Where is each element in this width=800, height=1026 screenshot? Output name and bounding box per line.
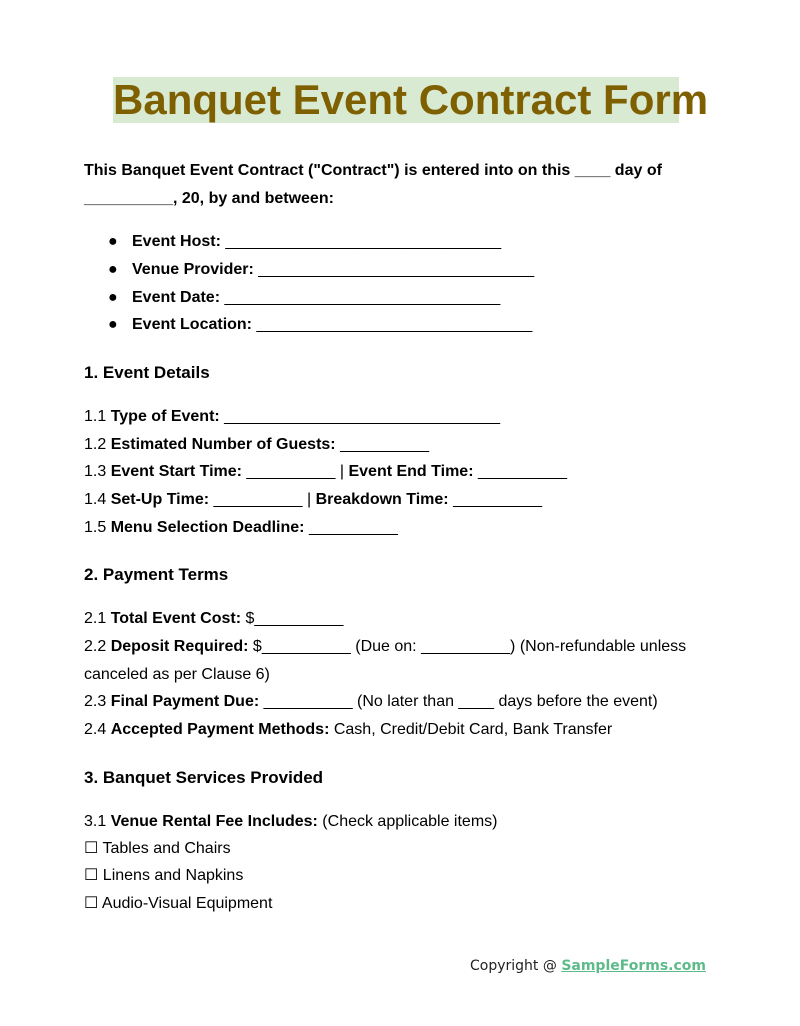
checkbox-linens-napkins[interactable]: ☐ Linens and Napkins xyxy=(84,867,244,884)
clause-1-4 xyxy=(84,490,542,510)
blank-field[interactable]: _______________________________ xyxy=(252,316,533,333)
field-label: Venue Rental Fee Includes: xyxy=(110,813,318,830)
blank-field[interactable]: __________ (No later than ____ days before the event) xyxy=(259,693,658,710)
field-label: Event Start Time: xyxy=(110,463,242,480)
blank-field[interactable]: _______________________________ xyxy=(220,289,501,306)
blank-field[interactable]: $__________ (Due on: __________) (Non-refundable unless xyxy=(248,638,687,655)
field-label: Final Payment Due: xyxy=(110,693,260,710)
clause-2-3 xyxy=(84,692,658,712)
field-label: Total Event Cost: xyxy=(110,610,242,627)
copyright-footer xyxy=(470,958,706,974)
field-label: Type of Event: xyxy=(110,408,220,425)
field-label: Set-Up Time: xyxy=(110,491,210,508)
intro-line-2: __________, 20, by and between: xyxy=(84,190,334,207)
field-label: Event End Time: xyxy=(348,463,474,480)
clause-num: 2.2 xyxy=(84,638,111,655)
blank-field[interactable]: __________ xyxy=(448,491,543,508)
clause-2-1 xyxy=(84,609,343,629)
field-label: Accepted Payment Methods: xyxy=(110,721,330,738)
party-venue xyxy=(108,260,534,280)
clause-1-3 xyxy=(84,462,567,482)
section-heading: 1. Event Details xyxy=(84,363,210,382)
party-location xyxy=(108,315,532,335)
blank-field[interactable]: __________ xyxy=(473,463,567,480)
clause-1-1 xyxy=(84,407,500,427)
checkbox-tables-chairs[interactable]: ☐ Tables and Chairs xyxy=(84,840,231,857)
party-date xyxy=(108,288,500,308)
blank-field[interactable]: __________ xyxy=(335,436,430,453)
field-value: Cash, Credit/Debit Card, Bank Transfer xyxy=(329,721,613,738)
blank-field[interactable]: $__________ xyxy=(241,610,344,627)
clause-num: 2.4 xyxy=(84,721,111,738)
clause-2-2 xyxy=(84,637,686,657)
bullet-icon: ● xyxy=(108,316,118,333)
blank-field[interactable]: __________ xyxy=(304,519,398,536)
field-note: (Check applicable items) xyxy=(317,813,498,830)
checkbox-audio-visual[interactable]: ☐ Audio-Visual Equipment xyxy=(84,895,273,912)
clause-num: 1.5 xyxy=(84,519,111,536)
clause-num: 2.3 xyxy=(84,693,111,710)
page-title: Banquet Event Contract Form xyxy=(113,76,709,123)
party-host xyxy=(108,232,501,252)
sampleforms-link[interactable]: SampleForms.com xyxy=(561,958,707,974)
field-label: Event Host: xyxy=(132,233,221,250)
clause-num: 2.1 xyxy=(84,610,111,627)
clause-2-4 xyxy=(84,720,612,740)
blank-field[interactable]: __________ | xyxy=(209,491,316,508)
field-label: Breakdown Time: xyxy=(315,491,449,508)
blank-field[interactable]: _______________________________ xyxy=(219,408,501,425)
bullet-icon: ● xyxy=(108,289,118,306)
bullet-icon: ● xyxy=(108,261,118,278)
blank-field[interactable]: _______________________________ xyxy=(253,261,535,278)
section-heading: 3. Banquet Services Provided xyxy=(84,768,324,787)
field-label: Event Date: xyxy=(132,289,221,306)
field-label: Venue Provider: xyxy=(132,261,254,278)
clause-num: 3.1 xyxy=(84,813,111,830)
clause-num: 1.3 xyxy=(84,463,111,480)
copyright-text: Copyright @ xyxy=(470,958,562,974)
clause-num: 1.4 xyxy=(84,491,111,508)
clause-num: 1.1 xyxy=(84,408,111,425)
bullet-icon: ● xyxy=(108,233,118,250)
blank-field[interactable]: __________ | xyxy=(241,463,349,480)
field-label: Estimated Number of Guests: xyxy=(110,436,336,453)
intro-line-1: This Banquet Event Contract ("Contract") is entered into on this ____ day of xyxy=(84,162,662,179)
clause-num: 1.2 xyxy=(84,436,111,453)
field-label: Event Location: xyxy=(132,316,253,333)
field-label: Menu Selection Deadline: xyxy=(110,519,305,536)
section-heading: 2. Payment Terms xyxy=(84,565,229,584)
clause-1-2 xyxy=(84,435,429,455)
clause-1-5 xyxy=(84,518,398,538)
clause-3-1 xyxy=(84,812,497,832)
field-label: Deposit Required: xyxy=(110,638,249,655)
blank-field[interactable]: _______________________________ xyxy=(220,233,502,250)
clause-2-2-cont: canceled as per Clause 6) xyxy=(84,666,270,683)
